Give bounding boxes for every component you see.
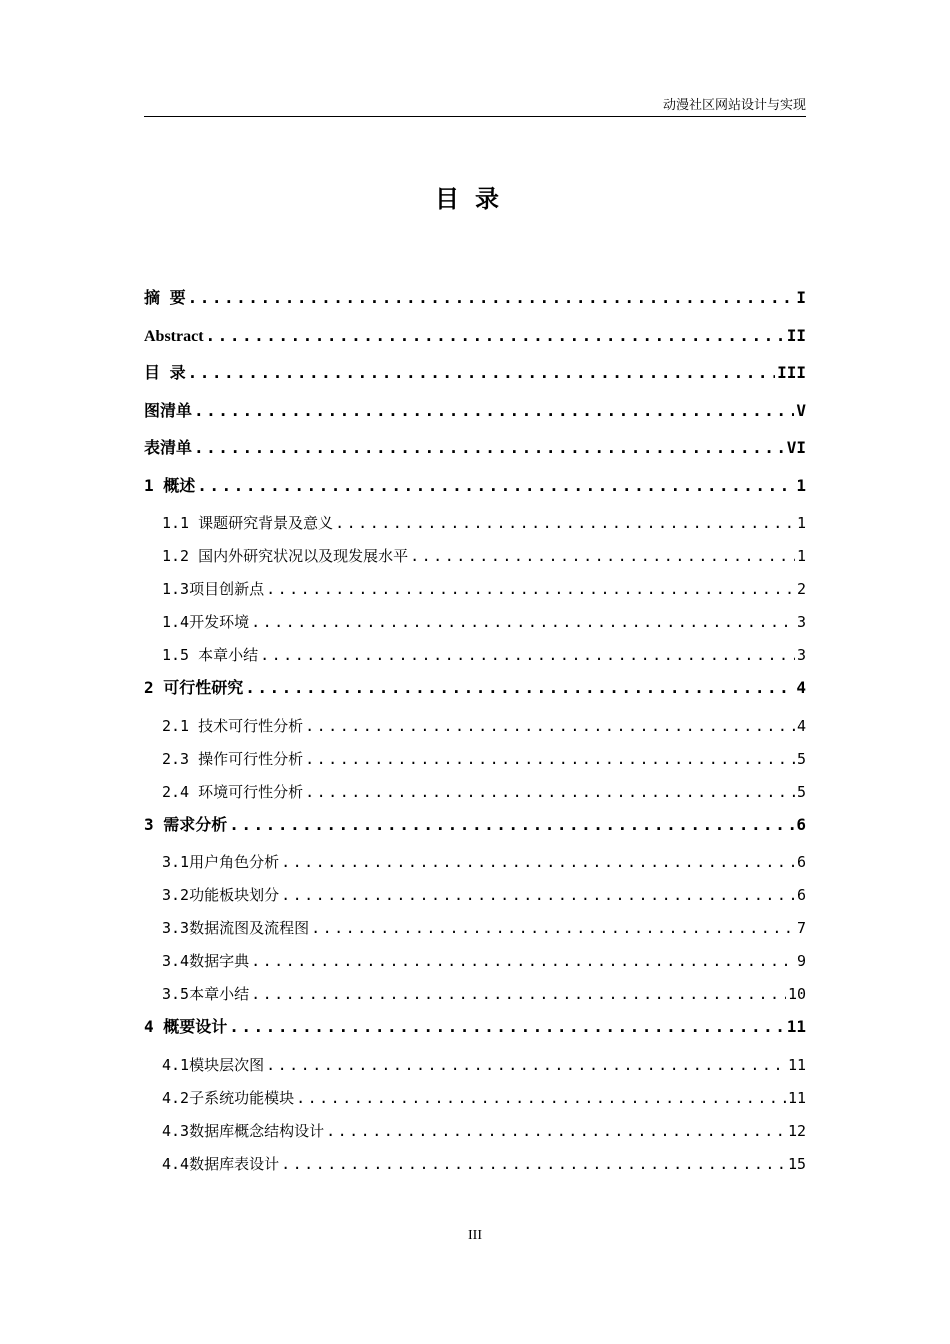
toc-entry-label: 表清单 <box>144 438 193 457</box>
toc-entry-page: 7 <box>796 919 806 937</box>
toc-leader-dots <box>260 641 795 669</box>
toc-entry-page: V <box>796 400 806 420</box>
toc-entry[interactable] <box>144 811 806 849</box>
toc-entry[interactable] <box>144 434 806 472</box>
toc-entry-label: 4.3数据库概念结构设计 <box>162 1121 325 1140</box>
toc-leader-dots <box>194 434 785 462</box>
toc-entry-page: VI <box>786 438 806 457</box>
toc-entry-page: III <box>777 363 806 382</box>
toc-entry[interactable] <box>144 322 806 360</box>
toc-leader-dots <box>251 608 795 636</box>
toc-leader-dots <box>311 914 795 942</box>
toc-leader-dots <box>194 397 794 425</box>
toc-entry-page: 1 <box>796 475 806 495</box>
toc-leader-dots <box>266 1051 786 1079</box>
toc-entry-label: 4.2子系统功能模块 <box>162 1088 295 1107</box>
toc-entry-label: 3.4数据字典 <box>162 952 250 970</box>
toc-leader-dots <box>197 472 794 500</box>
toc-entry-label: 3.5本章小结 <box>162 985 250 1003</box>
toc-entry-page: 10 <box>787 985 806 1003</box>
toc-leader-dots <box>229 1013 784 1041</box>
toc-leader-dots <box>410 542 795 570</box>
toc-entry[interactable] <box>144 397 806 435</box>
toc-entry-label: 1.4开发环境 <box>162 613 250 631</box>
toc-entry-page: 3 <box>796 646 806 664</box>
toc-leader-dots <box>251 947 795 975</box>
toc-title: 目录 <box>435 185 515 213</box>
toc-entry-page: 6 <box>796 853 806 871</box>
toc-entry-label: 1.1 课题研究背景及意义 <box>162 514 334 532</box>
toc-entry-label: 3.3数据流图及流程图 <box>162 919 310 937</box>
toc-entry[interactable] <box>144 980 806 1013</box>
toc-entry[interactable] <box>144 575 806 608</box>
toc-entry-page: 1 <box>796 514 806 532</box>
toc-entry-label: 摘 要 <box>144 288 186 307</box>
toc-entry-label: 2.4 环境可行性分析 <box>162 782 304 801</box>
toc-entry-label: 目 录 <box>144 363 186 382</box>
toc-entry-page: 5 <box>796 749 806 768</box>
toc-entry[interactable] <box>144 359 806 397</box>
toc-entry-page: 2 <box>796 580 806 598</box>
toc-leader-dots <box>251 980 786 1008</box>
toc-leader-dots <box>305 778 795 806</box>
toc-entry-label: 2 可行性研究 <box>144 678 244 697</box>
toc-entry-page: 15 <box>787 1154 806 1173</box>
table-of-contents <box>144 284 806 1183</box>
running-header <box>144 96 806 117</box>
running-header-title: 动漫社区网站设计与实现 <box>662 98 806 113</box>
toc-entry-page: 3 <box>796 613 806 631</box>
toc-leader-dots <box>188 359 775 387</box>
toc-leader-dots <box>281 1150 786 1178</box>
toc-leader-dots <box>245 674 794 702</box>
toc-leader-dots <box>296 1084 786 1112</box>
toc-entry[interactable] <box>144 608 806 641</box>
page-number: III <box>468 1228 482 1243</box>
toc-leader-dots <box>281 881 795 909</box>
toc-entry[interactable] <box>144 745 806 778</box>
toc-entry[interactable] <box>144 542 806 575</box>
toc-entry-label: 3.2功能板块划分 <box>162 886 280 904</box>
toc-entry-page: II <box>786 325 806 345</box>
toc-entry-page: 6 <box>796 886 806 904</box>
toc-entry-label: 1.5 本章小结 <box>162 646 259 664</box>
toc-entry-page: 5 <box>796 782 806 801</box>
toc-entry-label: 1.2 国内外研究状况以及现发展水平 <box>162 547 409 565</box>
toc-entry-page: 6 <box>796 814 806 834</box>
toc-entry[interactable] <box>144 674 806 712</box>
toc-entry-page: 11 <box>787 1088 806 1107</box>
toc-entry-page: 9 <box>796 952 806 970</box>
toc-entry-page: 11 <box>787 1055 806 1074</box>
toc-entry[interactable] <box>144 914 806 947</box>
toc-leader-dots <box>326 1117 786 1145</box>
toc-entry[interactable] <box>144 472 806 510</box>
toc-leader-dots <box>281 848 795 876</box>
toc-entry[interactable] <box>144 284 806 322</box>
toc-entry-label: 4.1模块层次图 <box>162 1055 265 1074</box>
toc-leader-dots <box>188 284 795 312</box>
toc-entry[interactable] <box>144 641 806 674</box>
toc-leader-dots <box>305 745 795 773</box>
toc-entry-page: I <box>796 288 806 307</box>
toc-leader-dots <box>229 811 794 839</box>
toc-entry-label: 图清单 <box>144 400 193 420</box>
toc-entry-label: 1.3项目创新点 <box>162 580 265 598</box>
toc-leader-dots <box>305 712 795 740</box>
toc-entry[interactable] <box>144 1013 806 1051</box>
toc-entry-label: Abstract <box>144 327 204 345</box>
toc-entry-label: 4.4数据库表设计 <box>162 1154 280 1173</box>
toc-entry[interactable] <box>144 1051 806 1084</box>
toc-entry-label: 2.3 操作可行性分析 <box>162 749 304 768</box>
toc-entry[interactable] <box>144 1117 806 1150</box>
toc-entry[interactable] <box>144 1084 806 1117</box>
toc-entry-page: 4 <box>796 716 806 735</box>
toc-entry[interactable] <box>144 881 806 914</box>
toc-entry-page: 1 <box>796 547 806 565</box>
toc-entry[interactable] <box>144 712 806 745</box>
toc-entry[interactable] <box>144 778 806 811</box>
toc-entry-label: 3.1用户角色分析 <box>162 853 280 871</box>
toc-entry[interactable] <box>144 509 806 542</box>
toc-entry-page: 4 <box>796 678 806 697</box>
toc-entry[interactable] <box>144 1150 806 1183</box>
toc-entry[interactable] <box>144 848 806 881</box>
toc-entry[interactable] <box>144 947 806 980</box>
toc-leader-dots <box>335 509 795 537</box>
toc-entry-page: 12 <box>787 1121 806 1140</box>
toc-entry-page: 11 <box>786 1017 806 1036</box>
toc-leader-dots <box>206 322 785 350</box>
toc-entry-label: 1 概述 <box>144 475 196 495</box>
toc-leader-dots <box>266 575 795 603</box>
toc-entry-label: 2.1 技术可行性分析 <box>162 716 304 735</box>
toc-entry-label: 4 概要设计 <box>144 1017 228 1036</box>
toc-entry-label: 3 需求分析 <box>144 814 228 834</box>
